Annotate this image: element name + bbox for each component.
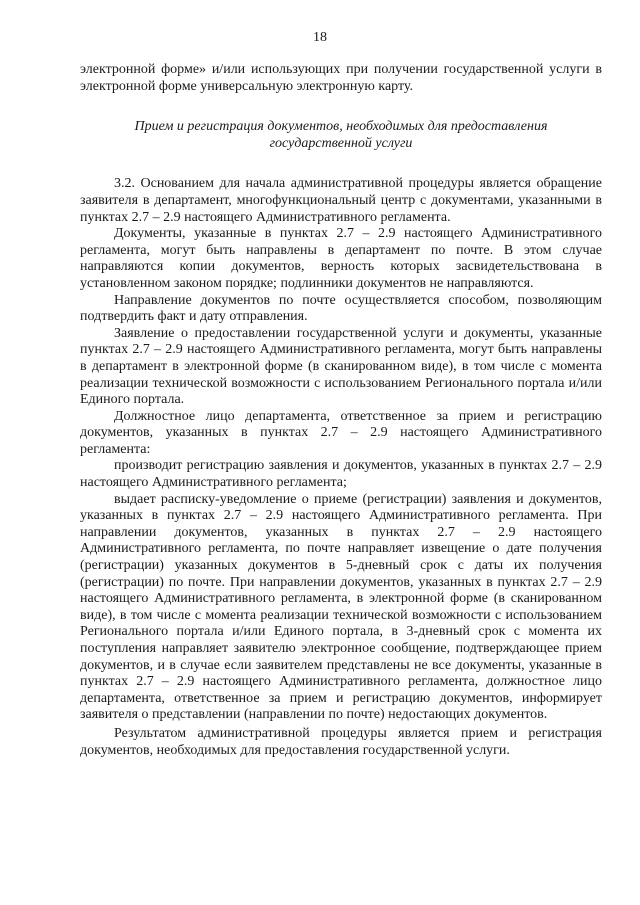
paragraph-registration: производит регистрацию заявления и документов, указанных в пунктах 2.7 – 2.9 настоящего Административного регламента; xyxy=(80,458,602,491)
page-number: 18 xyxy=(313,30,327,45)
document-body xyxy=(80,62,602,759)
paragraph-electronic-form: Заявление о предоставлении государственной услуги и документы, указанные пунктах 2.7 – 2.9 настоящего Административного регламента, могут быть направлены в департамент в электронной форме (в сканированном виде), в том числе с момента реализации технической возможности с использованием Регионального портала и/или Единого портала. xyxy=(80,325,602,408)
paragraph-mail-method: Направление документов по почте осуществляется способом, позволяющим подтвердить факт и дату отправления. xyxy=(80,292,602,325)
paragraph-result: Результатом административной процедуры является прием и регистрация документов, необходимых для предоставления государственной услуги. xyxy=(80,725,602,758)
section-title: Прием и регистрация документов, необходимых для предоставления государственной услуги xyxy=(134,119,548,151)
intro-paragraph: электронной форме» и/или использующих при получении государственной услуги в электронной форме универсальную электронную карту. xyxy=(80,62,602,94)
paragraph-3-2: 3.2. Основанием для начала административной процедуры является обращение заявителя в департамент, многофункциональный центр с документами, указанными в пунктах 2.7 – 2.9 настоящего Административного регламента. xyxy=(80,176,602,225)
paragraph-official-duties: Должностное лицо департамента, ответственное за прием и регистрацию документов, указанных в пунктах 2.7 – 2.9 настоящего Административного регламента: xyxy=(80,408,602,457)
paragraph-receipt-notice: выдает расписку-уведомление о приеме (регистрации) заявления и документов, указанных в пунктах 2.7 – 2.9 настоящего Административного регламента. При направлении документов, указанных в пунктах 2.7 – 2.9 настоящего Административного регламента, по почте направляет извещение о дате получения (регистрации) указанных документов в 5-дневный срок с даты их получения (регистрации) по почте. При направлении документов, указанных в пунктах 2.7 – 2.9 настоящего Административного регламента, в электронной форме (в сканированном виде), в том числе с момента реализации технической возможности с использованием Регионального портала и/или Единого портала, в 3-дневный срок с момента их поступления направляет заявителю электронное сообщение, подтверждающее прием документов, и в случае если заявителем представлены не все документы, указанные в пунктах 2.7 – 2.9 настоящего Административного регламента, должностное лицо департамента, ответственное за прием и регистрацию документов, информирует заявителя о представлении (направлении по почте) недостающих документов. xyxy=(80,491,602,723)
paragraph-mail-delivery: Документы, указанные в пунктах 2.7 – 2.9 настоящего Административного регламента, могут быть направлены в департамент по почте. В этом случае направляются копии документов, верность которых засвидетельствована в установленном законом порядке; подлинники документов не направляются. xyxy=(80,226,602,291)
